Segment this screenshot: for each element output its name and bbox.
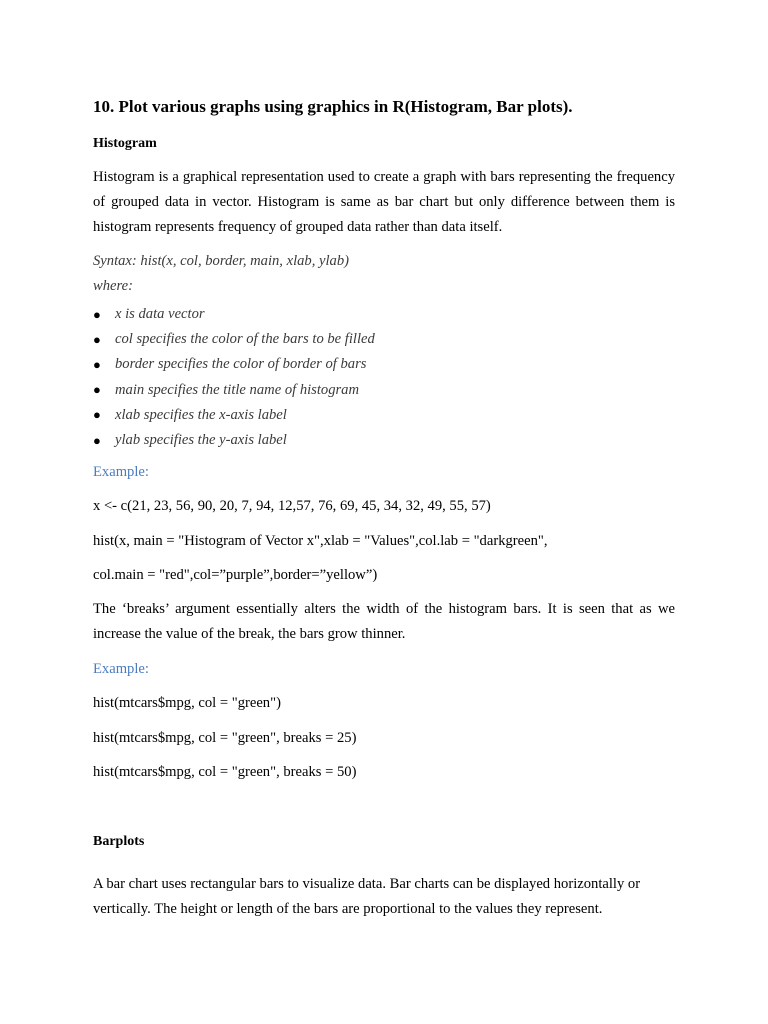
code-line: hist(x, main = "Histogram of Vector x",xlab = "Values",col.lab = "darkgreen", bbox=[93, 533, 548, 549]
list-item bbox=[93, 327, 675, 352]
breaks-paragraph: The ‘breaks’ argument essentially alters the width of the histogram bars. It is seen that as we increase the value of the break, the bars grow thinner. bbox=[93, 601, 675, 642]
list-item bbox=[93, 403, 675, 428]
bullet-icon: ● bbox=[93, 382, 101, 398]
syntax-line: Syntax: hist(x, col, border, main, xlab, ylab) bbox=[93, 253, 350, 269]
list-item bbox=[93, 352, 675, 377]
code-line: col.main = "red",col=”purple”,border=”yellow”) bbox=[93, 567, 378, 583]
barplots-intro-paragraph: A bar chart uses rectangular bars to visualize data. Bar charts can be displayed horizontally or vertically. The height or length of the bars are proportional to the values they represent. bbox=[93, 876, 641, 917]
page-title: 10. Plot various graphs using graphics in R(Histogram, Bar plots). bbox=[93, 97, 573, 116]
code-line: hist(mtcars$mpg, col = "green", breaks = 50) bbox=[93, 764, 357, 780]
example-label: Example: bbox=[93, 661, 149, 677]
barplots-heading: Barplots bbox=[93, 834, 145, 849]
list-item-text: border specifies the color of border of bars bbox=[115, 356, 367, 373]
histogram-intro-paragraph: Histogram is a graphical representation used to create a graph with bars representing the frequency of grouped data in vector. Histogram is same as bar chart but only difference between them is histogram represents frequency of grouped data rather than data itself. bbox=[93, 169, 675, 235]
code-line: hist(mtcars$mpg, col = "green", breaks = 25) bbox=[93, 730, 357, 746]
bullet-icon: ● bbox=[93, 331, 101, 347]
list-item bbox=[93, 302, 675, 327]
list-item-text: xlab specifies the x-axis label bbox=[115, 406, 287, 423]
bullet-icon: ● bbox=[93, 432, 101, 448]
parameter-list bbox=[93, 302, 675, 453]
histogram-heading: Histogram bbox=[93, 136, 157, 151]
list-item-text: col specifies the color of the bars to be filled bbox=[115, 331, 375, 348]
bullet-icon: ● bbox=[93, 306, 101, 322]
list-item bbox=[93, 428, 675, 453]
where-label: where: bbox=[93, 278, 133, 294]
bullet-icon: ● bbox=[93, 356, 101, 372]
list-item-text: ylab specifies the y-axis label bbox=[115, 432, 287, 449]
list-item bbox=[93, 378, 675, 403]
example-label: Example: bbox=[93, 464, 149, 480]
list-item-text: main specifies the title name of histogram bbox=[115, 381, 360, 398]
code-line: x <- c(21, 23, 56, 90, 20, 7, 94, 12,57, 76, 69, 45, 34, 32, 49, 55, 57) bbox=[93, 498, 491, 514]
list-item-text: x is data vector bbox=[115, 306, 205, 323]
code-line: hist(mtcars$mpg, col = "green") bbox=[93, 695, 281, 711]
bullet-icon: ● bbox=[93, 407, 101, 423]
